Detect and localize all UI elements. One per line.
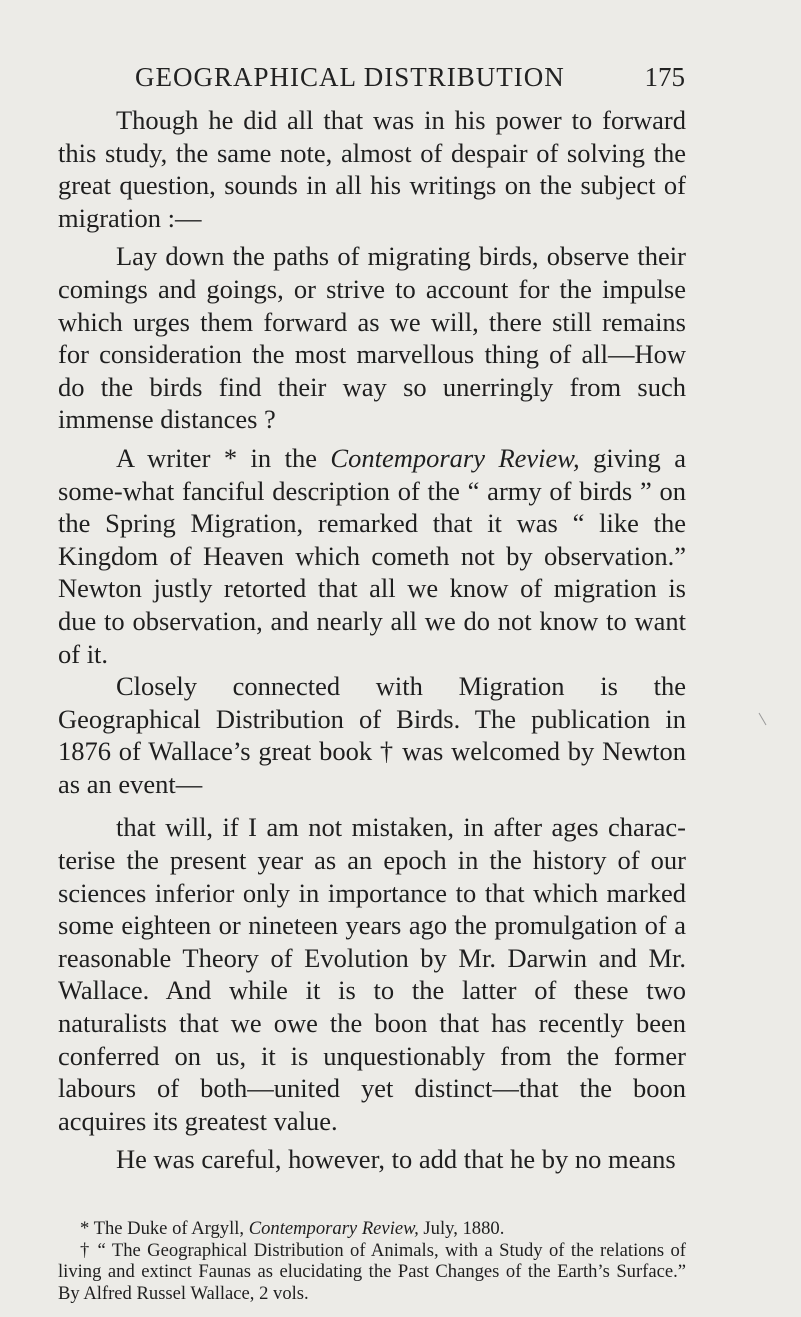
page-number: 175: [644, 62, 685, 92]
footnotes: [58, 1218, 686, 1304]
quotation-migration: Lay down the paths of migrating birds, observe their comings and goings, or strive to account for the impulse which urges them forward as we will, there still remains for consideration the most marvellous thing of all—How do the birds find their way so unerringly from such immense distances ?: [58, 241, 686, 435]
paragraph-text-after: giving a some-what fanciful description of the “ army of birds ” on the Spring Migration, remarked that it was “ like the Kingdom of Heaven which cometh not by observation.” Newton justly retorted that all we know of migration is due to observation, and nearly all we do not know to want of it.: [58, 442, 687, 669]
footnote-asterisk: [58, 1218, 686, 1240]
paragraph-intro: Though he did all that was in his power to forward this study, the same note, almost of despair of solving the great question, sounds in all his writings on the subject of migration :—: [58, 105, 686, 233]
footnote-text-after: July, 1880.: [418, 1218, 505, 1239]
footnote-dagger: † “ The Geographical Distribution of Animals, with a Study of the relations of living and extinct Faunas as elucidating the Past Changes of the Earth’s Surface.” By Alfred Russel Wallace, 2 vols.: [58, 1239, 686, 1304]
quotation-newton: that will, if I am not mistaken, in after ages charac-terise the present year as an epoch in the history of our sciences inferior only in importance to that which marked some eighteen or nineteen years ago the promulgation of a reasonable Theory of Evolution by Mr. Darwin and Mr. Wallace. And while it is to the latter of these two naturalists that we owe the boon that has recently been conferred on us, it is unquestionably from the former labours of both—united yet distinct—that the boon acquires its greatest value.: [58, 812, 686, 1136]
paragraph-closing-line: He was careful, however, to add that he by no means: [116, 1144, 676, 1175]
paragraph-text-before: A writer * in the: [116, 442, 331, 473]
footnote-text-before: * The Duke of Argyll,: [80, 1218, 249, 1239]
body-text: [58, 104, 686, 1176]
paragraph-geographical-distribution: Closely connected with Migration is the Geographical Distribution of Birds. The publication in 1876 of Wallace’s great book † was welcomed by Newton as an event—: [58, 671, 686, 799]
running-head: [135, 62, 685, 96]
journal-title: Contemporary Review,: [330, 442, 580, 473]
paper-speck: [759, 713, 767, 726]
footnote-journal-title: Contemporary Review,: [248, 1218, 419, 1239]
running-title: GEOGRAPHICAL DISTRIBUTION: [135, 62, 565, 92]
paragraph-contemporary-review: [58, 442, 686, 670]
